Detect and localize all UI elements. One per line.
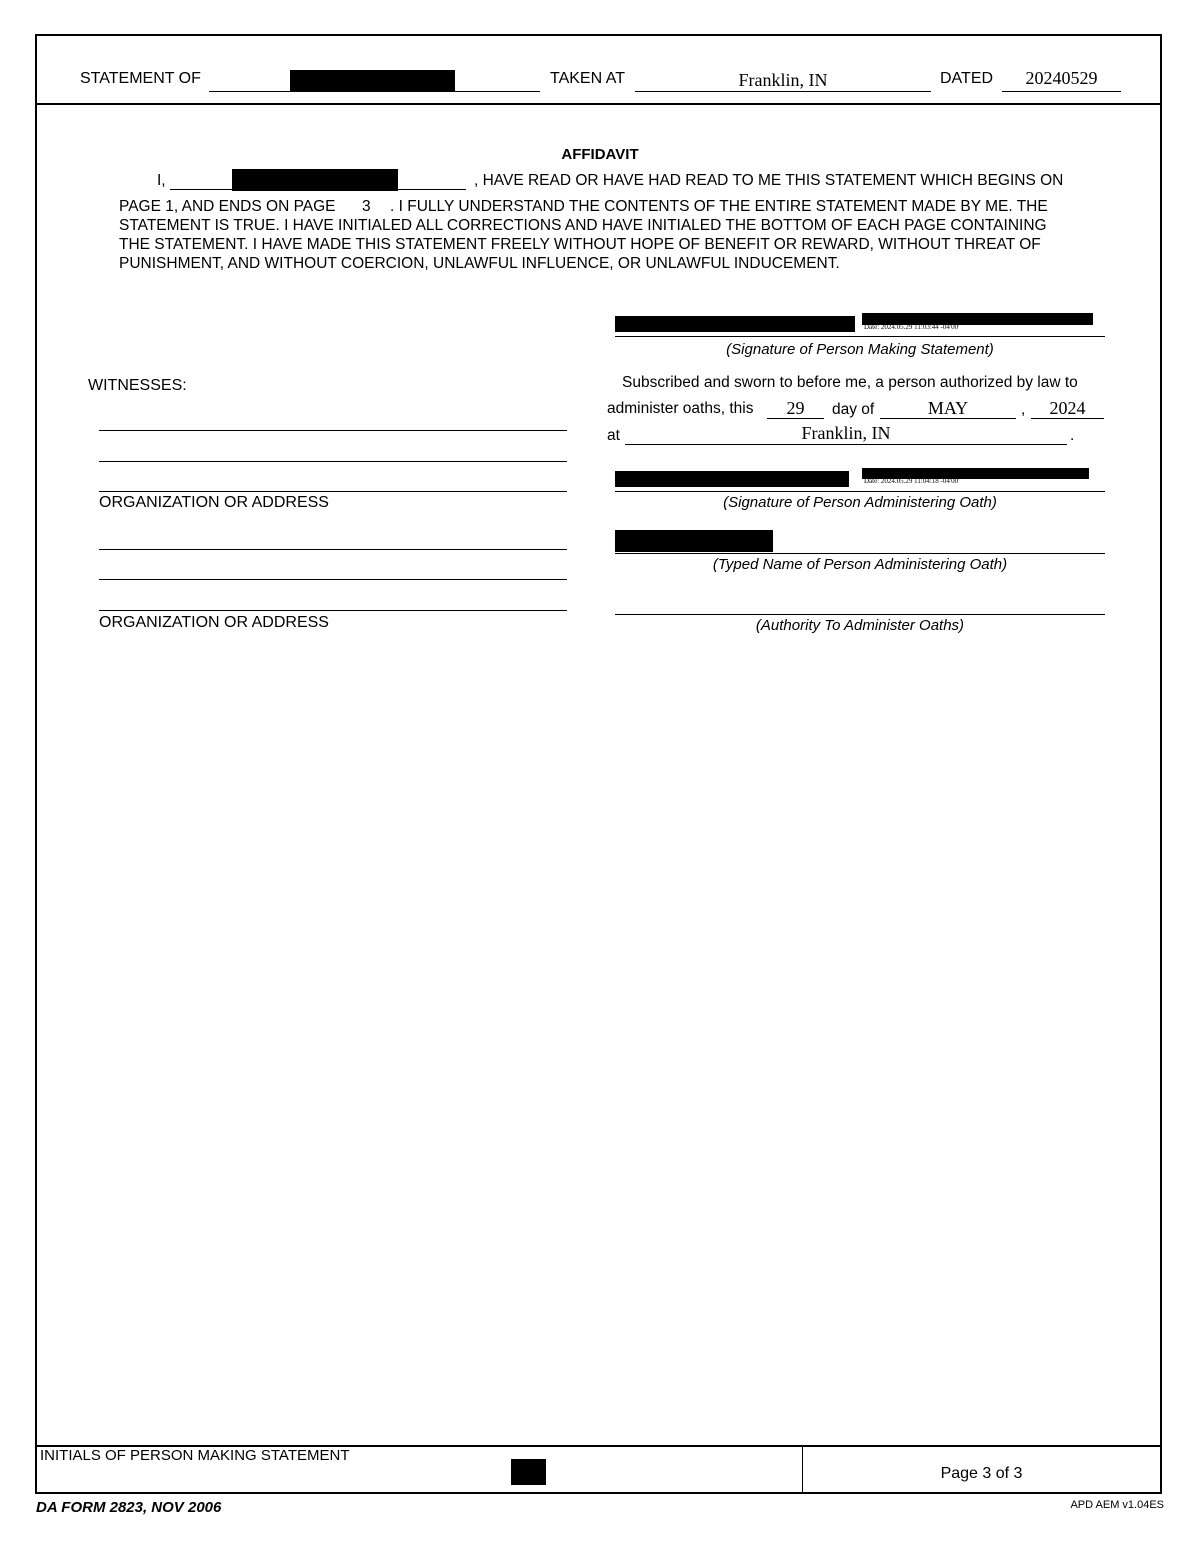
form-id: DA FORM 2823, NOV 2006 [36,1499,222,1516]
redaction-signature-oath [615,471,849,487]
at-label: at [607,427,620,444]
witness-2-line-1[interactable] [99,549,567,550]
redaction-signature-statement [615,316,855,332]
sworn-comma: , [1021,401,1026,418]
oath-sig-date: Date: 2024.05.29 11:04:18 -04'00' [864,477,960,485]
statement-of-label: STATEMENT OF [80,70,201,87]
header-divider [35,103,1162,105]
redaction-typed-name [615,530,773,552]
sworn-line2-a: administer oaths, this [607,400,754,417]
sworn-month-field[interactable]: MAY [927,398,969,418]
typed-name-field[interactable] [615,553,1105,554]
affidavit-line4: THE STATEMENT. I HAVE MADE THIS STATEMENT FREELY WITHOUT HOPE OF BENEFIT OR REWARD, WITHOUT THREAT OF [119,236,1041,253]
oath-signature-field[interactable] [615,491,1105,492]
oath-sig-caption: (Signature of Person Administering Oath) [723,494,997,511]
redaction-affiant [232,169,398,191]
form-version: APD AEM v1.04ES [1070,1499,1164,1511]
affidavit-line5: PUNISHMENT, AND WITHOUT COERCION, UNLAWFUL INFLUENCE, OR UNLAWFUL INDUCEMENT. [119,255,840,272]
org-address-label-1: ORGANIZATION OR ADDRESS [99,494,329,511]
taken-at-label: TAKEN AT [550,70,625,87]
at-period: . [1070,427,1075,444]
affidavit-line1-prefix: I, [157,172,166,189]
affidavit-line1-suffix: , HAVE READ OR HAVE HAD READ TO ME THIS STATEMENT WHICH BEGINS ON [474,172,1064,189]
affidavit-line2-a: PAGE 1, AND ENDS ON PAGE [119,198,336,215]
witnesses-label: WITNESSES: [88,377,187,394]
sworn-line1: Subscribed and sworn to before me, a person authorized by law to [622,374,1078,391]
statement-signature-field[interactable] [615,336,1105,337]
dated-label: DATED [940,70,994,87]
witness-1-line-3[interactable] [99,491,567,492]
at-field[interactable]: Franklin, IN [801,423,891,443]
taken-at-field[interactable]: Franklin, IN [738,70,828,90]
redaction-name [290,70,455,92]
authority-caption: (Authority To Administer Oaths) [755,617,965,634]
authority-field[interactable] [615,614,1105,615]
affidavit-title: AFFIDAVIT [561,146,639,163]
affidavit-line3: STATEMENT IS TRUE. I HAVE INITIALED ALL CORRECTIONS AND HAVE INITIALED THE BOTTOM OF EACH PAGE CONTAINING [119,217,1047,234]
affidavit-line2-b: . I FULLY UNDERSTAND THE CONTENTS OF THE ENTIRE STATEMENT MADE BY ME. THE [390,198,1048,215]
at-line [625,444,1067,445]
statement-sig-date: Date: 2024.05.29 11:03:44 -04'00' [864,323,960,331]
statement-sig-caption: (Signature of Person Making Statement) [726,341,994,358]
org-address-label-2: ORGANIZATION OR ADDRESS [99,614,329,631]
sworn-day-field[interactable]: 29 [786,398,805,418]
dated-field-line [1002,91,1121,92]
ends-on-page-field[interactable]: 3 [362,198,371,215]
taken-at-field-line [635,91,931,92]
page-number: Page 3 of 3 [940,1465,1023,1482]
dated-field[interactable]: 20240529 [1025,68,1098,88]
sworn-year-field[interactable]: 2024 [1049,398,1086,418]
typed-name-caption: (Typed Name of Person Administering Oath) [712,556,1008,573]
redaction-initials [511,1459,546,1485]
initials-label: INITIALS OF PERSON MAKING STATEMENT [40,1447,350,1464]
witness-2-line-2[interactable] [99,579,567,580]
witness-2-line-3[interactable] [99,610,567,611]
sworn-line2-b: day of [832,401,875,418]
witness-1-line-1[interactable] [99,430,567,431]
witness-1-line-2[interactable] [99,461,567,462]
